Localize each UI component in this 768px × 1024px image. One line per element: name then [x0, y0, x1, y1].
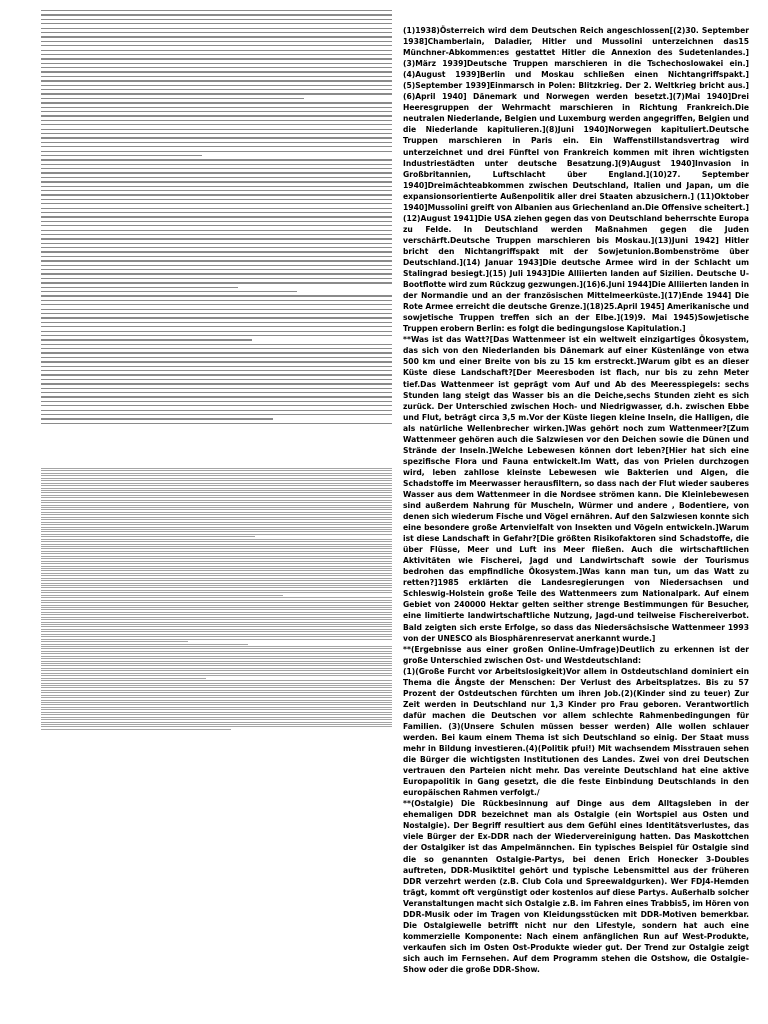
text-line-placeholder	[41, 590, 392, 591]
text-line-placeholder	[41, 352, 392, 353]
text-line-placeholder	[41, 587, 392, 588]
text-line-placeholder	[41, 570, 392, 571]
text-line-placeholder	[41, 190, 392, 191]
text-line-placeholder	[41, 663, 392, 664]
text-line-placeholder	[41, 519, 392, 520]
text-line-placeholder	[41, 54, 392, 55]
text-line-placeholder	[41, 483, 392, 484]
text-line-placeholder	[41, 566, 392, 567]
text-line-placeholder	[41, 551, 392, 552]
text-line-placeholder	[41, 379, 392, 380]
text-line-placeholder	[41, 502, 392, 503]
text-line-placeholder	[41, 410, 392, 411]
text-line-placeholder	[41, 544, 392, 545]
text-line-placeholder	[41, 478, 392, 479]
text-line-placeholder	[41, 529, 392, 530]
text-line-placeholder	[41, 203, 392, 204]
text-line-placeholder	[41, 473, 392, 474]
text-line-placeholder	[41, 490, 392, 491]
text-line-placeholder	[41, 507, 392, 508]
text-line-placeholder	[41, 45, 392, 46]
text-line-placeholder	[41, 624, 392, 625]
text-line-placeholder	[41, 592, 392, 593]
text-line-placeholder	[41, 383, 392, 384]
text-line-placeholder	[41, 322, 392, 323]
text-line-placeholder	[41, 80, 392, 81]
text-line-placeholder	[41, 335, 392, 336]
text-line-placeholder	[41, 709, 392, 710]
text-line-placeholder	[41, 295, 392, 296]
text-line-placeholder	[41, 629, 392, 630]
text-line-placeholder	[41, 10, 392, 11]
text-line-placeholder	[41, 700, 392, 701]
text-line-placeholder	[41, 212, 392, 213]
text-line-placeholder	[41, 115, 392, 116]
text-line-placeholder	[41, 568, 392, 569]
text-line-placeholder	[41, 304, 392, 305]
text-line-placeholder	[41, 729, 231, 730]
text-line-placeholder	[41, 605, 392, 606]
text-line-placeholder	[41, 522, 392, 523]
text-line-placeholder	[41, 695, 392, 696]
text-line-placeholder	[41, 14, 392, 15]
text-line-placeholder	[41, 607, 392, 608]
text-line-placeholder	[41, 265, 392, 266]
text-line-placeholder	[41, 524, 392, 525]
text-line-placeholder	[41, 480, 392, 481]
text-line-placeholder	[41, 348, 392, 349]
text-line-placeholder	[41, 370, 392, 371]
text-line-placeholder	[41, 470, 392, 471]
text-line-placeholder	[41, 641, 188, 642]
text-line-placeholder	[41, 651, 392, 652]
text-line-placeholder	[41, 704, 392, 705]
text-line-placeholder	[41, 717, 392, 718]
text-line-placeholder	[41, 697, 392, 698]
text-line-placeholder	[41, 396, 392, 397]
text-line-placeholder	[41, 93, 392, 94]
text-line-placeholder	[41, 556, 392, 557]
text-line-placeholder	[41, 636, 392, 637]
text-line-placeholder	[41, 668, 392, 669]
text-line-placeholder	[41, 722, 392, 723]
text-line-placeholder	[41, 573, 392, 574]
text-line-placeholder	[41, 177, 392, 178]
text-line-placeholder	[41, 634, 392, 635]
text-line-placeholder	[41, 548, 392, 549]
text-line-placeholder	[41, 517, 392, 518]
text-line-placeholder	[41, 665, 392, 666]
text-line-placeholder	[41, 414, 392, 415]
paragraph-wattenmeer: **Was ist das Watt?[Das Wattenmeer ist ein weltweit einzigartiges Ökosystem, das sich von den Niederlanden bis Dänemark auf einer Küstenlänge von etwa 500 km und einer Breite von bis zu 15 km erstreckt.]Warum gibt es an dieser Küste diese Landschaft?[Der Meeresboden ist flach, nur bis zu zehn Meter tief.Das Wattenmeer ist geprägt vom Auf und Ab des Meeresspiegels: sechs Stunden lang steigt das Wasser bis an die Deiche,sechs Stunden zieht es sich zurück. Der Unterschied zwischen Hoch- und Niedrigwasser, d.h. zwischen Ebbe und Flut, beträgt circa 3,5 m.Vor der Küste liegen kleine Inseln, die Halligen, die als natürliche Wellenbrecher wirken.]Was gehört noch zum Wattenmeer?[Zum Wattenmeer gehören auch die Salzwiesen vor den Deichen sowie die Dünen und Strände der Inseln.]Welche Lebewesen können dort leben?[Hier hat sich eine spezifische Flora und Fauna entwickelt.Im Watt, das von Prielen durchzogen wird, leben zahllose kleinste Lebewesen wie Bakterien und Algen, die Schadstoffe im Meerwasser herausfiltern, so dass nach der Flut wieder sauberes Wasser aus dem Wattenmeer in die Nordsee strömen kann. Die Kleinlebewesen sind außerdem Nahrung für Muscheln, Würmer und andere , Bodentiere, von denen sich wiederum Fische und Vögel ernähren. Auf den Salzwiesen konnte sich eine besondere große Artenvielfalt von Insekten und Vögeln entwickeln.]Warum ist diese Landschaft in Gefahr?[Die größten Risikofaktoren sind Schadstoffe, die über Flüsse, Meer und Luft ins Meer fließen. Auch die wirtschaftlichen Aktivitäten wie Fischerei, Jagd und Landwirtschaft sowie der Tourismus bedrohen das empfindliche Ökosystem.]Was kann man tun, um das Watt zu retten?]1985 erklärten die Landesregierungen von Niedersachsen und Schleswig-Holstein große Teile des Wattenmeers zum Nationalpark. Auf einem Gebiet von 240000 Hektar gelten seither strenge Bestimmungen für Besucher, eine limitierte landwirtschaftliche Nutzung, Jagd-und teilweise Fischereiverbot. Bald zeigten sich erste Erfolge, so dass das Niedersächsische Wattenmeer 1993 von der UNESCO als Biosphärenreservat anerkannt wurde.]	[403, 335, 749, 643]
text-line-placeholder	[41, 561, 392, 562]
text-line-placeholder	[41, 639, 392, 640]
text-line-placeholder	[41, 63, 392, 64]
text-line-placeholder	[41, 309, 392, 310]
text-line-placeholder	[41, 374, 392, 375]
text-line-placeholder	[41, 683, 392, 684]
text-line-placeholder	[41, 553, 392, 554]
text-line-placeholder	[41, 724, 392, 725]
text-line-placeholder	[41, 32, 392, 33]
text-line-placeholder	[41, 497, 392, 498]
text-line-placeholder	[41, 626, 392, 627]
text-line-placeholder	[41, 260, 392, 261]
text-line-placeholder	[41, 300, 392, 301]
text-line-placeholder	[41, 326, 392, 327]
text-line-placeholder	[41, 120, 392, 121]
text-line-placeholder	[41, 392, 392, 393]
text-line-placeholder	[41, 527, 392, 528]
text-line-placeholder	[41, 687, 392, 688]
text-line-placeholder	[41, 609, 392, 610]
text-line-placeholder	[41, 133, 392, 134]
text-line-placeholder	[41, 269, 392, 270]
text-line-placeholder	[41, 656, 392, 657]
text-line-placeholder	[41, 583, 392, 584]
left-text-block-small	[41, 10, 392, 432]
text-line-placeholder	[41, 714, 392, 715]
text-line-placeholder	[41, 558, 392, 559]
text-line-placeholder	[41, 256, 392, 257]
text-line-placeholder	[41, 539, 392, 540]
text-line-placeholder	[41, 50, 392, 51]
text-line-placeholder	[41, 151, 392, 152]
paragraph-survey-intro: **(Ergebnisse aus einer großen Online-Umfrage)Deutlich zu erkennen ist der große Unterschied zwischen Ost- und Westdeutschland:	[403, 644, 749, 665]
text-line-placeholder	[41, 726, 392, 727]
text-line-placeholder	[41, 475, 392, 476]
text-line-placeholder	[41, 512, 392, 513]
text-line-placeholder	[41, 28, 392, 29]
text-line-placeholder	[41, 172, 392, 173]
left-text-block-tiny	[41, 468, 392, 734]
text-line-placeholder	[41, 221, 392, 222]
text-line-placeholder	[41, 673, 392, 674]
text-line-placeholder	[41, 278, 392, 279]
text-line-placeholder	[41, 366, 392, 367]
text-line-placeholder	[41, 702, 392, 703]
text-line-placeholder	[41, 137, 392, 138]
text-line-placeholder	[41, 595, 283, 596]
text-line-placeholder	[41, 505, 392, 506]
paragraph-ostalgie: **(Ostalgie) Die Rückbesinnung auf Dinge aus dem Alltagsleben in der ehemaligen DDR bezeichnet man als Ostalgie (ein Wortspiel aus Osten und Nostalgie). Der Begriff resultiert aus dem Gefühl eines Identitätsverlustes, das viele Bürger der Ex-DDR nach der Wiedervereinigung hatten. Das Maskottchen der Ostalgiker ist das Ampelmännchen. Ein typisches Beispiel für Ostalgie sind die so genannten Ostalgie-Partys, bei denen Erich Honecker 3-Doubles auftreten, DDR-Musiktitel gehört und typische Lebensmittel aus der früheren DDR verzehrt werden (z.B. Club Cola und Spreewaldgurken). Wer FDJ4-Hemden trägt, kommt oft vergünstigt oder kostenlos auf diese Partys. Außerhalb solcher Veranstaltungen macht sich Ostalgie z.B. im Fahren eines Trabbis5, im Hören von DDR-Musik oder im Tragen von Kleidungsstücken mit DDR-Motiven bemerkbar. Die Ostalgiewelle betrifft nicht nur den Lifestyle, sondern hat auch eine kommerzielle Komponente: Nach einem anfänglichen Run auf West-Produkte, verkaufen sich im Osten Ost-Produkte wieder gut. Der Trend zur Ostalgie zeigt sich auch im Fernsehen. Auf dem Programm stehen die Ostshow, die Ostalgie-Show oder die große DDR-Show.	[403, 799, 749, 974]
text-line-placeholder	[41, 168, 392, 169]
text-line-placeholder	[41, 418, 273, 419]
text-line-placeholder	[41, 313, 392, 314]
text-line-placeholder	[41, 661, 392, 662]
text-line-placeholder	[41, 247, 392, 248]
text-line-placeholder	[41, 102, 392, 103]
text-line-placeholder	[41, 536, 255, 537]
text-line-placeholder	[41, 602, 392, 603]
text-line-placeholder	[41, 361, 392, 362]
text-line-placeholder	[41, 719, 392, 720]
text-line-placeholder	[41, 612, 392, 613]
text-line-placeholder	[41, 563, 392, 564]
text-line-placeholder	[41, 186, 392, 187]
text-line-placeholder	[41, 468, 392, 469]
text-line-placeholder	[41, 317, 392, 318]
text-line-placeholder	[41, 230, 392, 231]
text-line-placeholder	[41, 71, 392, 72]
text-line-placeholder	[41, 146, 392, 147]
text-line-placeholder	[41, 111, 392, 112]
paragraph-survey-results: (1)(Große Furcht vor Arbeitslosigkeit)Vor allem in Ostdeutschland dominiert ein Thema die Ängste der Menschen: Der Verlust des Arbeitsplatzes. Bis zu 57 Prozent der Ostdeutschen fürchten um ihren Job.(2)(Kinder sind zu teuer) Zur Zeit werden in Deutschland nur 1,3 Kinder pro Frau geboren. Verantwortlich dafür machen die Deutschen vor allem schlechte Rahmenbedingungen für Familien. (3)(Unsere Schulen müssen besser werden) Alle wollen schlauer werden. Bei kaum einem Thema ist sich Deutschland so einig. Der Staat muss mehr in Bildung investieren.(4)(Politik pfui!) Mit wachsendem Misstrauen sehen die Bürger die wichtigsten Institutionen des Landes. Zwei von drei Deutschen vertrauen den Parteien nicht mehr. Das vereinte Deutschland hat eine aktive Europapolitik in Gang gesetzt, die die feste Einbindung Deutschlands in den europäischen Rahmen verfolgt./	[403, 666, 749, 798]
text-line-placeholder	[41, 680, 392, 681]
text-line-placeholder	[41, 670, 392, 671]
text-line-placeholder	[41, 685, 392, 686]
text-line-placeholder	[41, 712, 392, 713]
text-line-placeholder	[41, 580, 392, 581]
text-line-placeholder	[41, 644, 248, 645]
text-line-placeholder	[41, 67, 392, 68]
text-line-placeholder	[41, 631, 392, 632]
text-line-placeholder	[41, 234, 392, 235]
text-line-placeholder	[41, 646, 392, 647]
text-line-placeholder	[41, 129, 392, 130]
text-line-placeholder	[41, 575, 392, 576]
text-line-placeholder	[41, 238, 392, 239]
text-line-placeholder	[41, 648, 392, 649]
text-line-placeholder	[41, 678, 206, 679]
text-line-placeholder	[41, 388, 392, 389]
text-line-placeholder	[41, 291, 297, 292]
text-line-placeholder	[41, 614, 392, 615]
text-line-placeholder	[41, 585, 392, 586]
text-line-placeholder	[41, 578, 392, 579]
text-line-placeholder	[41, 76, 392, 77]
text-line-placeholder	[41, 89, 392, 90]
text-line-placeholder	[41, 243, 392, 244]
text-line-placeholder	[41, 617, 392, 618]
text-line-placeholder	[41, 331, 392, 332]
text-line-placeholder	[41, 500, 392, 501]
text-line-placeholder	[41, 622, 392, 623]
text-line-placeholder	[41, 401, 392, 402]
text-line-placeholder	[41, 514, 392, 515]
text-line-placeholder	[41, 597, 392, 598]
text-line-placeholder	[41, 194, 392, 195]
text-line-placeholder	[41, 690, 392, 691]
text-line-placeholder	[41, 181, 392, 182]
text-line-placeholder	[41, 225, 392, 226]
text-line-placeholder	[41, 658, 392, 659]
text-line-placeholder	[41, 485, 392, 486]
text-line-placeholder	[41, 251, 392, 252]
text-line-placeholder	[41, 492, 392, 493]
text-line-placeholder	[41, 159, 392, 160]
text-line-placeholder	[41, 98, 304, 99]
right-text-column	[403, 25, 749, 974]
text-line-placeholder	[41, 41, 392, 42]
text-line-placeholder	[41, 541, 392, 542]
text-line-placeholder	[41, 619, 392, 620]
text-line-placeholder	[41, 107, 392, 108]
text-line-placeholder	[41, 287, 238, 288]
text-line-placeholder	[41, 423, 392, 424]
text-line-placeholder	[41, 600, 392, 601]
text-line-placeholder	[41, 124, 392, 125]
paragraph-history-timeline: (1)1938)Österreich wird dem Deutschen Reich angeschlossen[(2)30. September 1938]Chamberlain, Daladier, Hitler und Mussolini unterzeichnen das15 Münchner-Abkommen:es gestattet Hitler die Annexion des Sudetenlandes.](3)März 1939]Deutsche Truppen marschieren in die Tschechoslowakei ein.](4)August 1939]Berlin und Moskau schließen einen Nichtangriffspakt.](5)September 1939]Einmarsch in Polen: Blitzkrieg. Der 2. Weltkrieg bricht aus.](6)April 1940] Dänemark und Norwegen werden besetzt.](7)Mai 1940]Drei Heeresgruppen der Wehrmacht marschieren in Richtung Frankreich.Die neutralen Niederlande, Belgien und Luxemburg werden angegriffen, Belgien und die Niederlande kapitulieren.](8)Juni 1940]Norwegen kapituliert.Deutsche Truppen marschieren in Paris ein. Ein Waffenstillstandsvertrag wird unterzeichnet und drei Fünftel von Frankreich kommen mit ihren wichtigsten Industriestädten unter deutsche Besatzung.](9)August 1940]Invasion in Großbritannien, Luftschlacht über England.](10)27. September 1940]Dreimächteabkommen zwischen Deutschland, Italien und Japan, um die expansionsorientierte Außenpolitik aller drei Staaten abzusichern.] (11)Oktober 1940]Mussolini greift von Albanien aus Griechenland an.Die Offensive scheitert.](12)August 1941]Die USA ziehen gegen das von Deutschland beherrschte Europa zu Felde. In Deutschland werden Maßnahmen gegen die Juden verschärft.Deutsche Truppen marschieren bis Moskau.](13)Juni 1942] Hitler bricht den Nichtangriffspakt mit der Sowjetunion.Bombenströme über Deutschland.](14) Januar 1943]Die deutsche Armee wird in der Schlacht um Stalingrad besiegt.](15) Juli 1943]Die Alliierten landen auf Sizilien. Deutsche U-Bootflotte wird zum Rückzug gezwungen.](16)6.Juni 1944]Die Alliierten landen in der Normandie und an der französischen Mittelmeerküste.](17)Ende 1944] Die Rote Armee erreicht die deutsche Grenze.](18)25.April 1945] Amerikanische und sowjetische Truppen treffen sich an der Elbe.](19)9. Mai 1945)Sowjetische Truppen erobern Berlin: es folgt die bedingungslose Kapitulation.]	[403, 26, 749, 334]
text-line-placeholder	[41, 23, 392, 24]
text-line-placeholder	[41, 58, 392, 59]
text-line-placeholder	[41, 273, 392, 274]
text-line-placeholder	[41, 495, 392, 496]
text-line-placeholder	[41, 85, 392, 86]
text-line-placeholder	[41, 36, 392, 37]
text-line-placeholder	[41, 282, 392, 283]
text-line-placeholder	[41, 216, 392, 217]
text-line-placeholder	[41, 142, 392, 143]
text-line-placeholder	[41, 509, 392, 510]
text-line-placeholder	[41, 675, 392, 676]
text-line-placeholder	[41, 692, 392, 693]
text-line-placeholder	[41, 357, 392, 358]
text-line-placeholder	[41, 531, 392, 532]
text-line-placeholder	[41, 199, 392, 200]
text-line-placeholder	[41, 208, 392, 209]
text-line-placeholder	[41, 344, 392, 345]
text-line-placeholder	[41, 19, 392, 20]
text-line-placeholder	[41, 546, 392, 547]
text-line-placeholder	[41, 534, 392, 535]
text-line-placeholder	[41, 488, 392, 489]
text-line-placeholder	[41, 707, 392, 708]
text-line-placeholder	[41, 653, 392, 654]
text-line-placeholder	[41, 164, 392, 165]
text-line-placeholder	[41, 405, 392, 406]
text-line-placeholder	[41, 339, 252, 340]
text-line-placeholder	[41, 155, 202, 156]
